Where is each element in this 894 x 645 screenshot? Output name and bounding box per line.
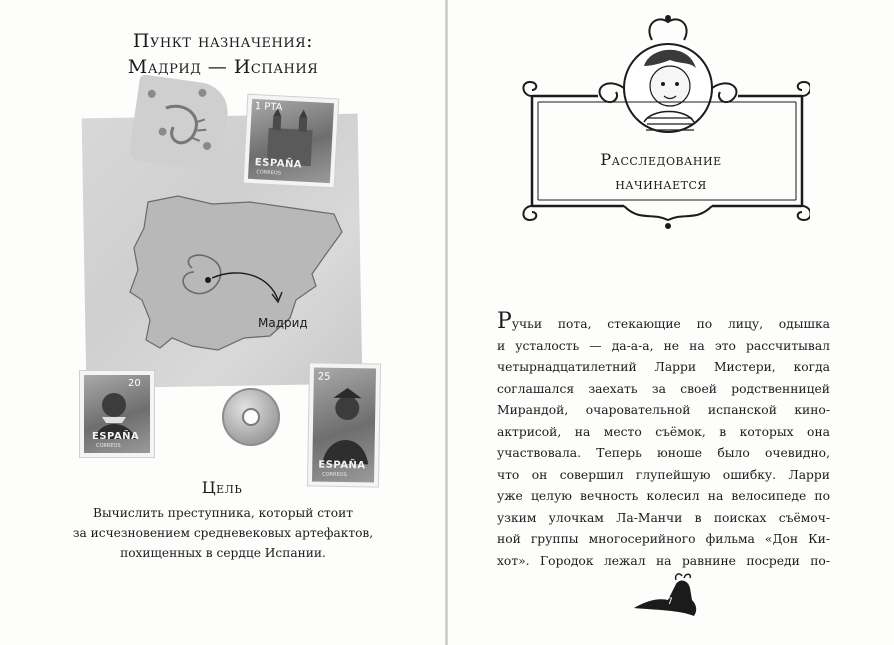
stamp-country: ESPAÑA (92, 431, 140, 442)
goal-text-line: за исчезновением средневековых артефактов, (72, 526, 374, 540)
body-line: и усталость — да-а-а, не на это рассчитывал (497, 338, 830, 353)
book-gutter (445, 0, 448, 645)
stamp-sub: CORREOS (256, 169, 282, 177)
map-label-madrid: Мадрид (258, 316, 308, 330)
destination-title (98, 28, 348, 80)
body-line: хот». Городок лежал на равнине посреди по- (497, 553, 830, 568)
body-line: что он совершил глупейшую ошибку. Ларри (497, 467, 830, 482)
detective-hat-icon (628, 570, 700, 622)
body-line: ной группы многосерийного фильма «Дон Ки- (497, 532, 830, 546)
stamp-portrait-left (80, 371, 154, 457)
chapter-ornament (520, 6, 810, 236)
stamp-portrait-right (308, 363, 380, 486)
madrid-dot (205, 277, 211, 283)
stamp-country: ESPAÑA (318, 459, 366, 472)
destination-title-line: Пункт назначения: (132, 30, 314, 52)
chapter-title (548, 148, 774, 196)
goal-text-line: похищенных в сердце Испании. (120, 546, 326, 560)
goal-text (52, 503, 394, 563)
spain-map (120, 188, 360, 368)
stamp-country: ESPAÑA (254, 157, 303, 171)
body-line (497, 309, 830, 336)
destination-title-line: Мадрид — Испания (127, 56, 319, 78)
body-line: уже целую вечность колесил на велосипеде по (497, 489, 830, 503)
stamp-sub: CORREOS (96, 443, 121, 449)
coin (222, 388, 280, 446)
chapter-title-line: Расследование (600, 150, 722, 169)
goal-text-line: Вычислить преступника, который стоит (93, 506, 353, 520)
chapter-title-line: начинается (615, 174, 707, 193)
body-text (497, 309, 830, 572)
stamp-value: 25 (317, 371, 331, 383)
stamp-sub: CORREOS (322, 471, 347, 479)
fabric-swatch (128, 74, 231, 172)
body-line: Мирандой, очаровательной испанской кино- (497, 403, 830, 417)
body-line: участвовала. Теперь юноше было очевидно, (497, 446, 830, 460)
stamp-value: 20 (128, 378, 141, 389)
stamp-value: 1 PTA (254, 101, 283, 114)
stamp-castle (244, 95, 338, 188)
drop-cap: Р (497, 309, 512, 334)
body-line: узким улочкам Ла-Манчи в поисках съёмоч- (497, 510, 830, 525)
body-line-text: учьи пота, стекающие по лицу, одышка (511, 317, 830, 331)
page-number: 7 (667, 597, 673, 607)
body-line: четырнадцатилетний Ларри Мистери, когда (497, 360, 830, 374)
goal-title: Цель (201, 478, 243, 497)
coin-hole (244, 410, 258, 424)
body-line: соглашался заехать за своей родственницей (497, 381, 830, 396)
body-line: актрисой, на место съёмок, в которых она (497, 424, 830, 439)
